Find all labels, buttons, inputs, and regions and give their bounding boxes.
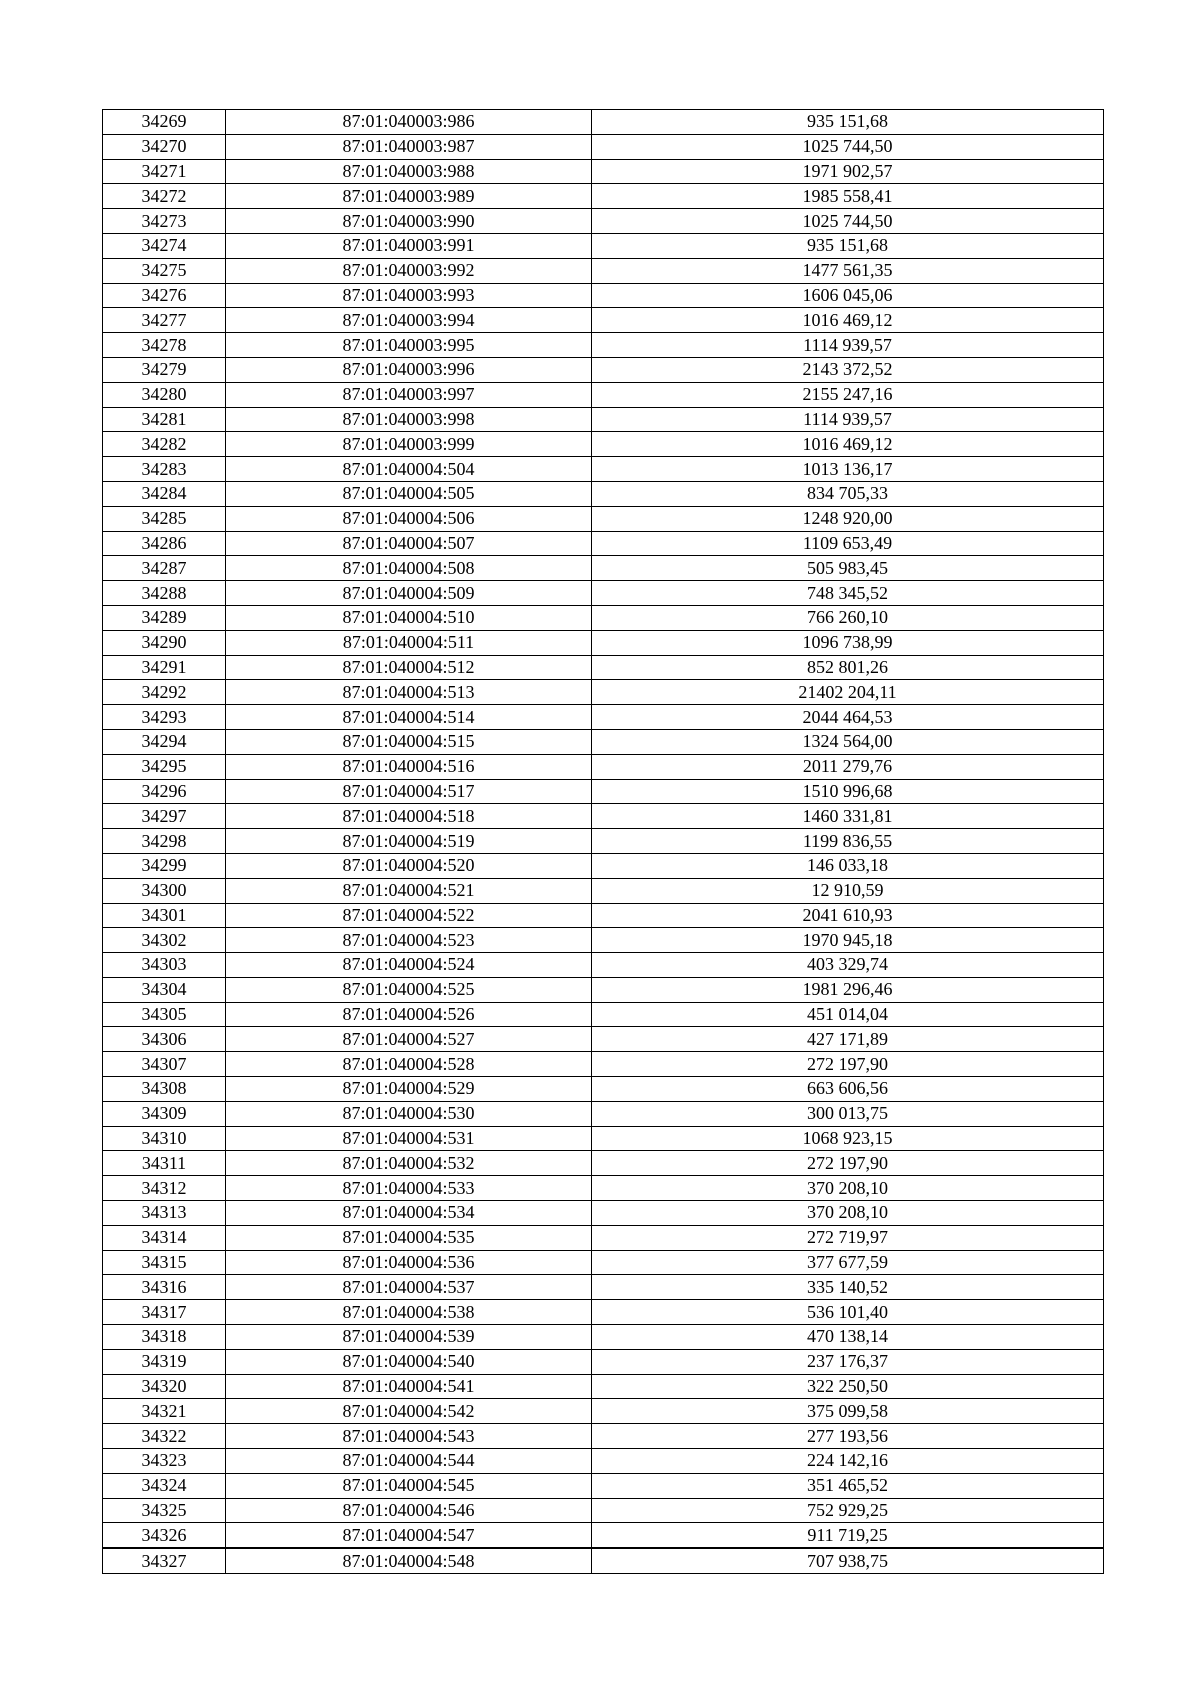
row-number-cell: 34316: [103, 1275, 226, 1300]
row-number-cell: 34315: [103, 1250, 226, 1275]
table-body: [103, 110, 1104, 1574]
table-row: [103, 308, 1104, 333]
table-row: [103, 184, 1104, 209]
cadastral-value-cell: 752 929,25: [592, 1498, 1104, 1523]
table-row: [103, 1548, 1104, 1573]
table-row: [103, 1126, 1104, 1151]
cadastral-number-cell: 87:01:040003:998: [226, 407, 592, 432]
cadastral-number-cell: 87:01:040004:504: [226, 457, 592, 482]
row-number-cell: 34271: [103, 159, 226, 184]
cadastral-value-cell: 1016 469,12: [592, 308, 1104, 333]
row-number-cell: 34318: [103, 1325, 226, 1350]
row-number-cell: 34282: [103, 432, 226, 457]
cadastral-number-cell: 87:01:040004:526: [226, 1002, 592, 1027]
table-row: [103, 779, 1104, 804]
row-number-cell: 34278: [103, 333, 226, 358]
row-number-cell: 34304: [103, 977, 226, 1002]
row-number-cell: 34269: [103, 110, 226, 135]
cadastral-number-cell: 87:01:040003:988: [226, 159, 592, 184]
table-row: [103, 1201, 1104, 1226]
row-number-cell: 34297: [103, 804, 226, 829]
table-row: [103, 1250, 1104, 1275]
cadastral-number-cell: 87:01:040004:521: [226, 878, 592, 903]
cadastral-value-cell: 935 151,68: [592, 110, 1104, 135]
table-row: [103, 1349, 1104, 1374]
row-number-cell: 34300: [103, 878, 226, 903]
cadastral-number-cell: 87:01:040004:535: [226, 1225, 592, 1250]
table-row: [103, 581, 1104, 606]
table-row: [103, 1473, 1104, 1498]
table-row: [103, 1101, 1104, 1126]
row-number-cell: 34291: [103, 655, 226, 680]
row-number-cell: 34302: [103, 928, 226, 953]
cadastral-value-cell: 707 938,75: [592, 1548, 1104, 1573]
table-row: [103, 110, 1104, 135]
row-number-cell: 34286: [103, 531, 226, 556]
cadastral-number-cell: 87:01:040004:530: [226, 1101, 592, 1126]
table-row: [103, 903, 1104, 928]
row-number-cell: 34314: [103, 1225, 226, 1250]
cadastral-number-cell: 87:01:040004:529: [226, 1077, 592, 1102]
cadastral-value-cell: 1109 653,49: [592, 531, 1104, 556]
row-number-cell: 34310: [103, 1126, 226, 1151]
cadastral-value-cell: 1096 738,99: [592, 630, 1104, 655]
cadastral-number-cell: 87:01:040003:992: [226, 258, 592, 283]
cadastral-number-cell: 87:01:040004:539: [226, 1325, 592, 1350]
row-number-cell: 34326: [103, 1523, 226, 1548]
cadastral-value-cell: 1324 564,00: [592, 729, 1104, 754]
cadastral-number-cell: 87:01:040004:524: [226, 953, 592, 978]
cadastral-value-cell: 370 208,10: [592, 1176, 1104, 1201]
cadastral-number-cell: 87:01:040004:541: [226, 1374, 592, 1399]
cadastral-value-cell: 1068 923,15: [592, 1126, 1104, 1151]
cadastral-number-cell: 87:01:040004:531: [226, 1126, 592, 1151]
row-number-cell: 34325: [103, 1498, 226, 1523]
row-number-cell: 34284: [103, 481, 226, 506]
cadastral-value-cell: 834 705,33: [592, 481, 1104, 506]
table-row: [103, 357, 1104, 382]
row-number-cell: 34303: [103, 953, 226, 978]
cadastral-number-cell: 87:01:040004:512: [226, 655, 592, 680]
cadastral-number-cell: 87:01:040003:997: [226, 382, 592, 407]
table-row: [103, 531, 1104, 556]
cadastral-value-cell: 766 260,10: [592, 605, 1104, 630]
cadastral-value-cell: 451 014,04: [592, 1002, 1104, 1027]
cadastral-value-cell: 1016 469,12: [592, 432, 1104, 457]
cadastral-value-cell: 1025 744,50: [592, 134, 1104, 159]
row-number-cell: 34309: [103, 1101, 226, 1126]
table-row: [103, 333, 1104, 358]
cadastral-number-cell: 87:01:040004:515: [226, 729, 592, 754]
cadastral-value-cell: 237 176,37: [592, 1349, 1104, 1374]
table-row: [103, 1027, 1104, 1052]
cadastral-number-cell: 87:01:040004:505: [226, 481, 592, 506]
table-row: [103, 878, 1104, 903]
cadastral-value-cell: 911 719,25: [592, 1523, 1104, 1548]
cadastral-number-cell: 87:01:040003:991: [226, 233, 592, 258]
cadastral-value-cell: 1510 996,68: [592, 779, 1104, 804]
table-row: [103, 556, 1104, 581]
cadastral-number-cell: 87:01:040003:995: [226, 333, 592, 358]
cadastral-number-cell: 87:01:040004:546: [226, 1498, 592, 1523]
row-number-cell: 34327: [103, 1548, 226, 1573]
table-row: [103, 506, 1104, 531]
row-number-cell: 34301: [103, 903, 226, 928]
table-row: [103, 258, 1104, 283]
cadastral-number-cell: 87:01:040004:548: [226, 1548, 592, 1573]
row-number-cell: 34308: [103, 1077, 226, 1102]
row-number-cell: 34279: [103, 357, 226, 382]
cadastral-value-cell: 1114 939,57: [592, 407, 1104, 432]
row-number-cell: 34305: [103, 1002, 226, 1027]
cadastral-number-cell: 87:01:040004:534: [226, 1201, 592, 1226]
cadastral-number-cell: 87:01:040004:520: [226, 853, 592, 878]
cadastral-number-cell: 87:01:040004:511: [226, 630, 592, 655]
row-number-cell: 34299: [103, 853, 226, 878]
table-row: [103, 729, 1104, 754]
table-row: [103, 134, 1104, 159]
table-row: [103, 655, 1104, 680]
cadastral-value-cell: 663 606,56: [592, 1077, 1104, 1102]
row-number-cell: 34321: [103, 1399, 226, 1424]
cadastral-value-cell: 351 465,52: [592, 1473, 1104, 1498]
table-row: [103, 804, 1104, 829]
row-number-cell: 34311: [103, 1151, 226, 1176]
cadastral-number-cell: 87:01:040003:987: [226, 134, 592, 159]
cadastral-value-cell: 335 140,52: [592, 1275, 1104, 1300]
table-row: [103, 1325, 1104, 1350]
cadastral-number-cell: 87:01:040004:518: [226, 804, 592, 829]
cadastral-value-cell: 1460 331,81: [592, 804, 1104, 829]
cadastral-number-cell: 87:01:040004:510: [226, 605, 592, 630]
cadastral-value-cell: 370 208,10: [592, 1201, 1104, 1226]
table-row: [103, 457, 1104, 482]
cadastral-number-cell: 87:01:040004:536: [226, 1250, 592, 1275]
cadastral-number-cell: 87:01:040004:545: [226, 1473, 592, 1498]
row-number-cell: 34290: [103, 630, 226, 655]
cadastral-value-cell: 470 138,14: [592, 1325, 1104, 1350]
table-row: [103, 1176, 1104, 1201]
cadastral-value-cell: 1971 902,57: [592, 159, 1104, 184]
table-row: [103, 754, 1104, 779]
cadastral-number-cell: 87:01:040004:507: [226, 531, 592, 556]
cadastral-number-cell: 87:01:040004:542: [226, 1399, 592, 1424]
cadastral-value-cell: 2155 247,16: [592, 382, 1104, 407]
cadastral-number-cell: 87:01:040004:509: [226, 581, 592, 606]
row-number-cell: 34274: [103, 233, 226, 258]
cadastral-number-cell: 87:01:040004:517: [226, 779, 592, 804]
cadastral-value-cell: 12 910,59: [592, 878, 1104, 903]
table-row: [103, 407, 1104, 432]
row-number-cell: 34313: [103, 1201, 226, 1226]
row-number-cell: 34270: [103, 134, 226, 159]
cadastral-value-cell: 21402 204,11: [592, 680, 1104, 705]
row-number-cell: 34283: [103, 457, 226, 482]
cadastral-value-cell: 272 197,90: [592, 1052, 1104, 1077]
cadastral-number-cell: 87:01:040003:989: [226, 184, 592, 209]
cadastral-value-cell: 146 033,18: [592, 853, 1104, 878]
table-row: [103, 1275, 1104, 1300]
cadastral-value-cell: 1199 836,55: [592, 829, 1104, 854]
table-row: [103, 1151, 1104, 1176]
cadastral-number-cell: 87:01:040004:514: [226, 705, 592, 730]
cadastral-value-cell: 1013 136,17: [592, 457, 1104, 482]
cadastral-number-cell: 87:01:040004:522: [226, 903, 592, 928]
cadastral-value-cell: 2011 279,76: [592, 754, 1104, 779]
cadastral-number-cell: 87:01:040004:533: [226, 1176, 592, 1201]
cadastral-number-cell: 87:01:040003:999: [226, 432, 592, 457]
cadastral-value-cell: 1606 045,06: [592, 283, 1104, 308]
table-row: [103, 1374, 1104, 1399]
cadastral-value-cell: 377 677,59: [592, 1250, 1104, 1275]
cadastral-value-table: [102, 109, 1104, 1574]
table-row: [103, 605, 1104, 630]
cadastral-number-cell: 87:01:040003:994: [226, 308, 592, 333]
cadastral-value-cell: 1985 558,41: [592, 184, 1104, 209]
row-number-cell: 34323: [103, 1449, 226, 1474]
cadastral-value-cell: 300 013,75: [592, 1101, 1104, 1126]
cadastral-number-cell: 87:01:040004:527: [226, 1027, 592, 1052]
cadastral-value-cell: 536 101,40: [592, 1300, 1104, 1325]
row-number-cell: 34289: [103, 605, 226, 630]
cadastral-number-cell: 87:01:040004:538: [226, 1300, 592, 1325]
table-row: [103, 1449, 1104, 1474]
row-number-cell: 34319: [103, 1349, 226, 1374]
cadastral-number-cell: 87:01:040004:547: [226, 1523, 592, 1548]
row-number-cell: 34295: [103, 754, 226, 779]
table-row: [103, 829, 1104, 854]
table-row: [103, 853, 1104, 878]
row-number-cell: 34277: [103, 308, 226, 333]
row-number-cell: 34272: [103, 184, 226, 209]
table-row: [103, 977, 1104, 1002]
cadastral-number-cell: 87:01:040004:506: [226, 506, 592, 531]
cadastral-value-cell: 748 345,52: [592, 581, 1104, 606]
row-number-cell: 34324: [103, 1473, 226, 1498]
row-number-cell: 34292: [103, 680, 226, 705]
cadastral-number-cell: 87:01:040004:532: [226, 1151, 592, 1176]
cadastral-value-cell: 505 983,45: [592, 556, 1104, 581]
row-number-cell: 34322: [103, 1424, 226, 1449]
cadastral-value-cell: 1477 561,35: [592, 258, 1104, 283]
cadastral-value-cell: 2044 464,53: [592, 705, 1104, 730]
cadastral-value-cell: 272 719,97: [592, 1225, 1104, 1250]
table-row: [103, 283, 1104, 308]
table-row: [103, 159, 1104, 184]
table-row: [103, 1002, 1104, 1027]
cadastral-value-cell: 375 099,58: [592, 1399, 1104, 1424]
row-number-cell: 34280: [103, 382, 226, 407]
row-number-cell: 34285: [103, 506, 226, 531]
table-row: [103, 432, 1104, 457]
cadastral-number-cell: 87:01:040004:540: [226, 1349, 592, 1374]
table-row: [103, 1225, 1104, 1250]
table-row: [103, 1523, 1104, 1548]
cadastral-number-cell: 87:01:040003:996: [226, 357, 592, 382]
row-number-cell: 34275: [103, 258, 226, 283]
cadastral-value-cell: 1970 945,18: [592, 928, 1104, 953]
cadastral-value-cell: 277 193,56: [592, 1424, 1104, 1449]
cadastral-value-cell: 1114 939,57: [592, 333, 1104, 358]
table-row: [103, 1424, 1104, 1449]
row-number-cell: 34296: [103, 779, 226, 804]
cadastral-value-cell: 403 329,74: [592, 953, 1104, 978]
cadastral-value-cell: 1981 296,46: [592, 977, 1104, 1002]
cadastral-value-cell: 272 197,90: [592, 1151, 1104, 1176]
table-row: [103, 705, 1104, 730]
table-row: [103, 680, 1104, 705]
row-number-cell: 34298: [103, 829, 226, 854]
cadastral-value-cell: 224 142,16: [592, 1449, 1104, 1474]
row-number-cell: 34320: [103, 1374, 226, 1399]
table-row: [103, 233, 1104, 258]
cadastral-value-cell: 427 171,89: [592, 1027, 1104, 1052]
cadastral-value-cell: 2041 610,93: [592, 903, 1104, 928]
cadastral-value-cell: 935 151,68: [592, 233, 1104, 258]
row-number-cell: 34307: [103, 1052, 226, 1077]
cadastral-number-cell: 87:01:040003:986: [226, 110, 592, 135]
cadastral-number-cell: 87:01:040004:543: [226, 1424, 592, 1449]
cadastral-value-cell: 852 801,26: [592, 655, 1104, 680]
row-number-cell: 34294: [103, 729, 226, 754]
row-number-cell: 34287: [103, 556, 226, 581]
cadastral-number-cell: 87:01:040004:519: [226, 829, 592, 854]
cadastral-number-cell: 87:01:040004:544: [226, 1449, 592, 1474]
table-row: [103, 630, 1104, 655]
table-row: [103, 1052, 1104, 1077]
cadastral-value-cell: 2143 372,52: [592, 357, 1104, 382]
row-number-cell: 34281: [103, 407, 226, 432]
row-number-cell: 34273: [103, 209, 226, 234]
table-row: [103, 209, 1104, 234]
table-row: [103, 1077, 1104, 1102]
table-row: [103, 1399, 1104, 1424]
cadastral-number-cell: 87:01:040004:516: [226, 754, 592, 779]
row-number-cell: 34288: [103, 581, 226, 606]
cadastral-number-cell: 87:01:040004:537: [226, 1275, 592, 1300]
row-number-cell: 34317: [103, 1300, 226, 1325]
table-row: [103, 382, 1104, 407]
cadastral-number-cell: 87:01:040004:528: [226, 1052, 592, 1077]
table-row: [103, 1498, 1104, 1523]
cadastral-number-cell: 87:01:040003:990: [226, 209, 592, 234]
cadastral-number-cell: 87:01:040003:993: [226, 283, 592, 308]
cadastral-number-cell: 87:01:040004:525: [226, 977, 592, 1002]
table-row: [103, 481, 1104, 506]
row-number-cell: 34276: [103, 283, 226, 308]
cadastral-value-cell: 322 250,50: [592, 1374, 1104, 1399]
row-number-cell: 34312: [103, 1176, 226, 1201]
table-row: [103, 953, 1104, 978]
row-number-cell: 34306: [103, 1027, 226, 1052]
cadastral-value-cell: 1025 744,50: [592, 209, 1104, 234]
cadastral-number-cell: 87:01:040004:523: [226, 928, 592, 953]
cadastral-number-cell: 87:01:040004:513: [226, 680, 592, 705]
table-row: [103, 928, 1104, 953]
cadastral-value-cell: 1248 920,00: [592, 506, 1104, 531]
cadastral-number-cell: 87:01:040004:508: [226, 556, 592, 581]
row-number-cell: 34293: [103, 705, 226, 730]
table-row: [103, 1300, 1104, 1325]
